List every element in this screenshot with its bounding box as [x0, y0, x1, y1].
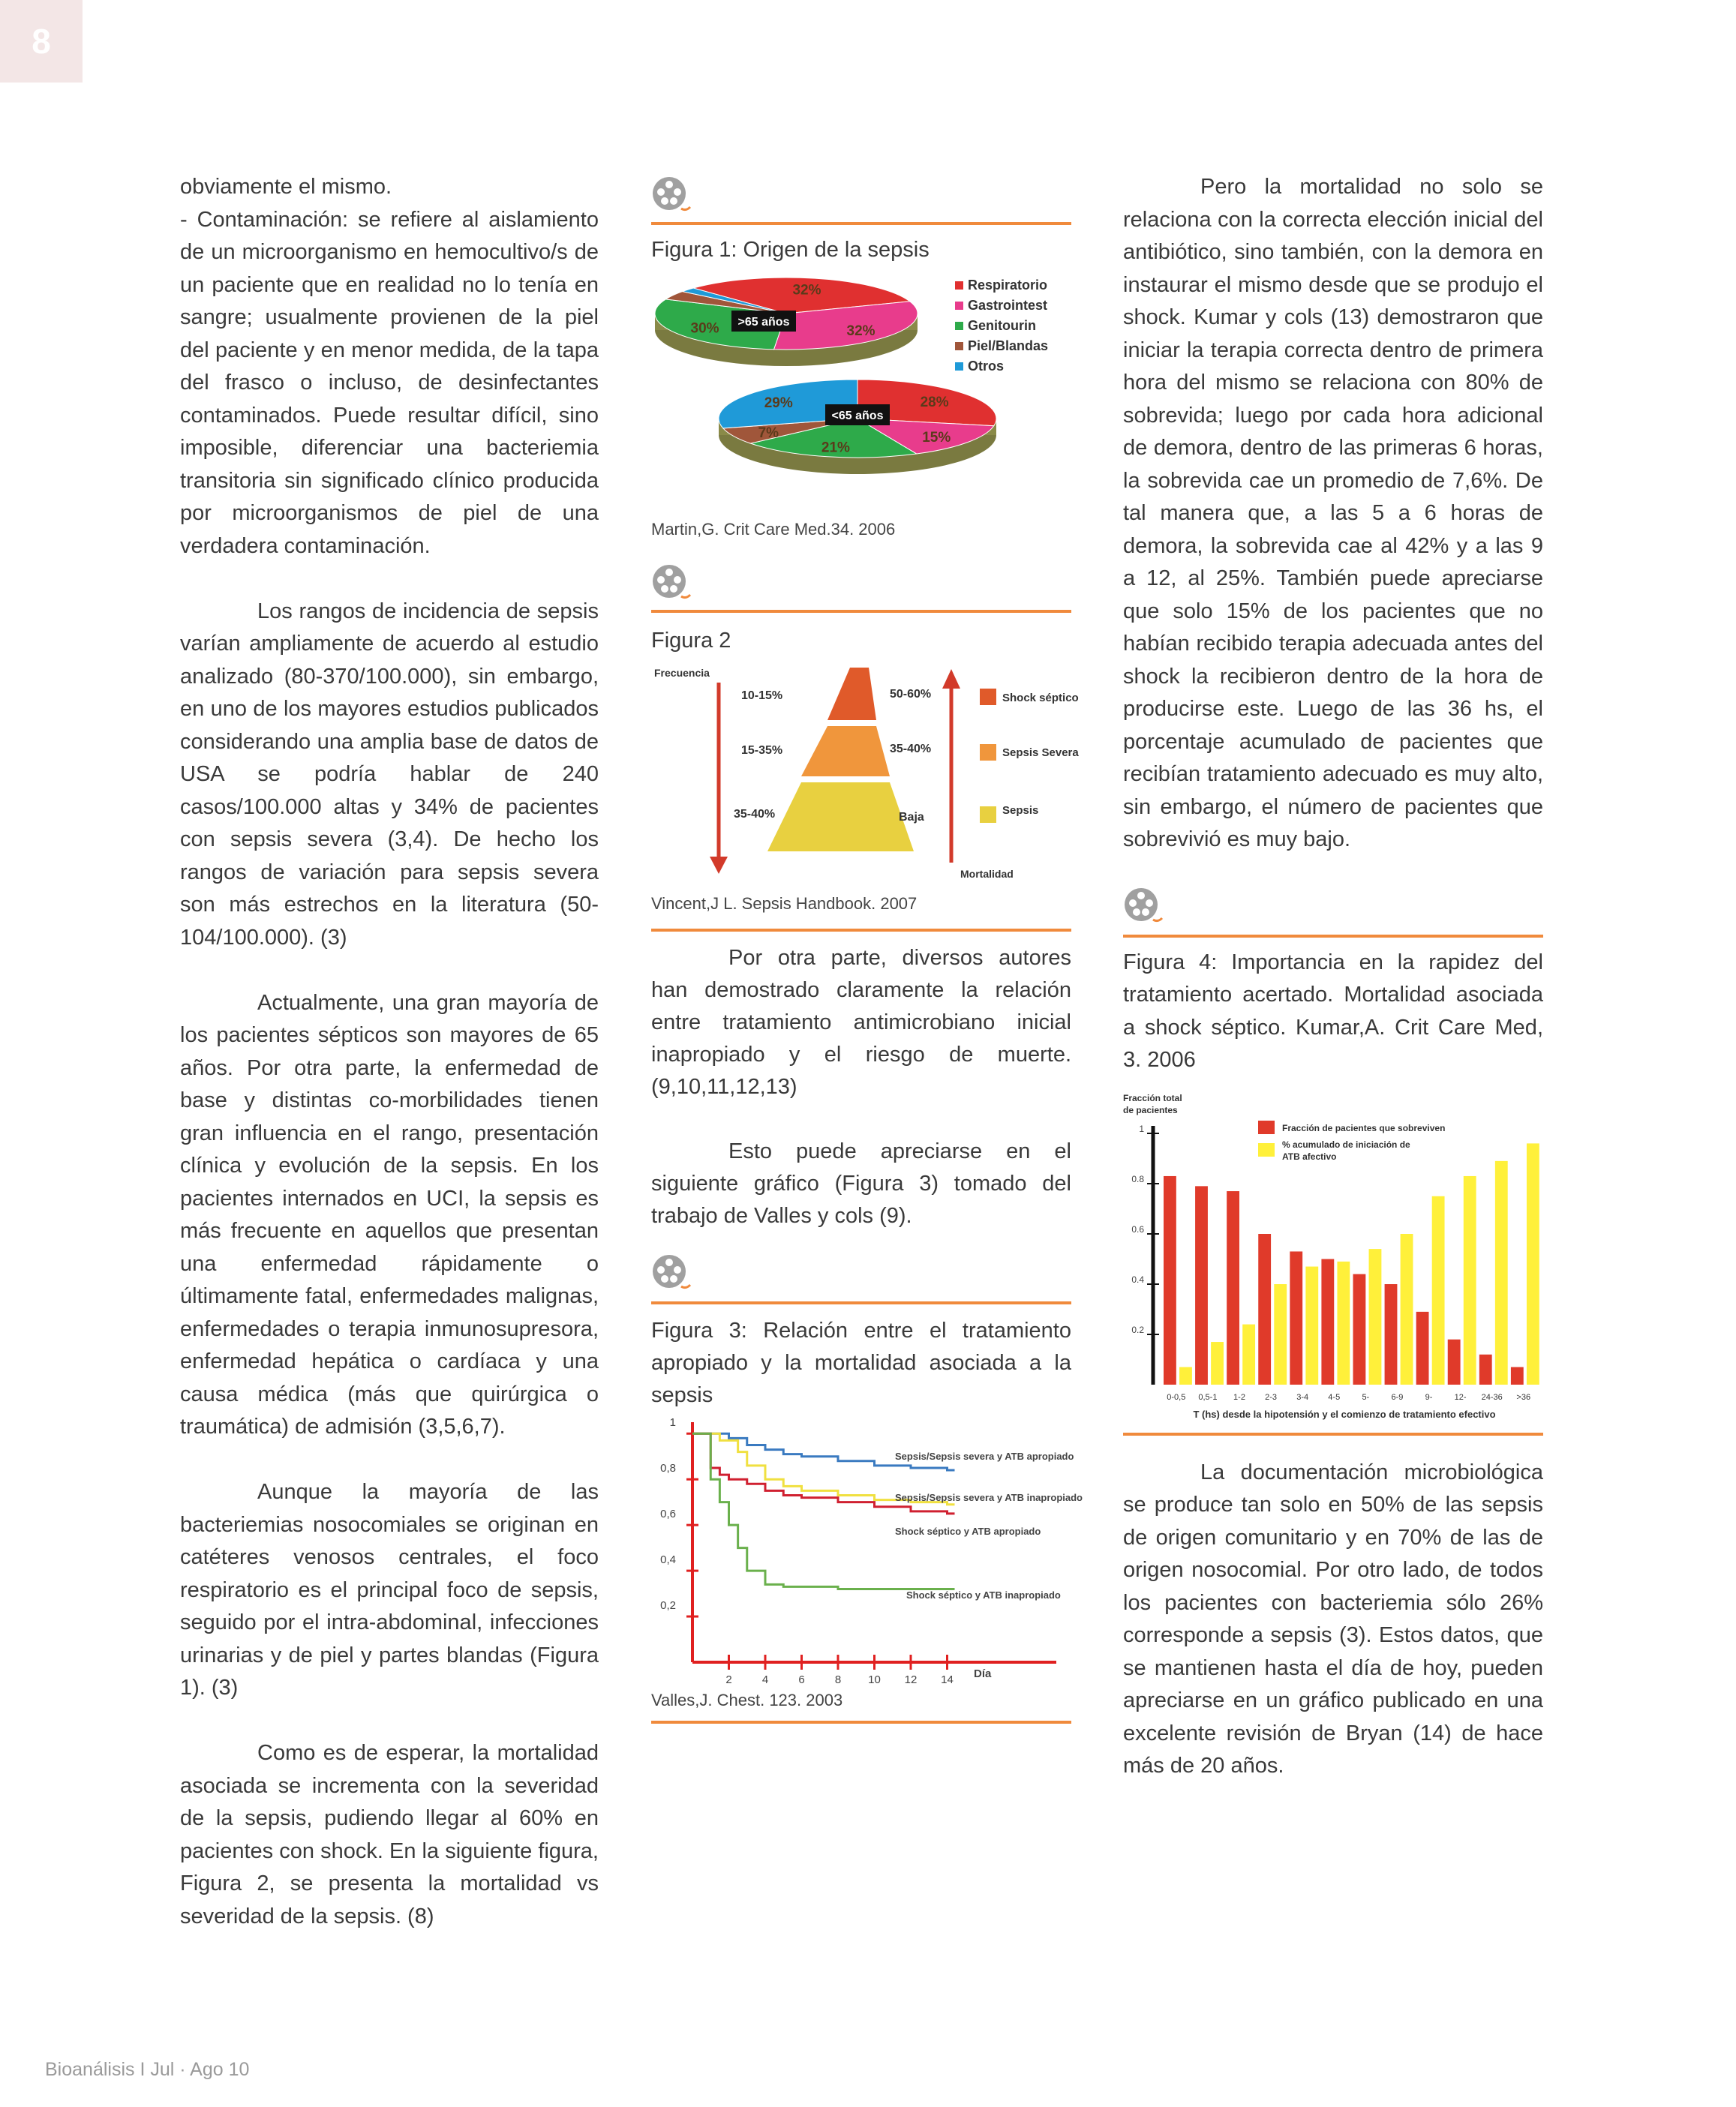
pyramid-frequency-label: 10-15% — [741, 689, 783, 702]
paragraph-incidencia: Los rangos de incidencia de sepsis varían ampliamente de acuerdo al estudio analizado (80-370/100.000), sin embargo, en uno de los mayores estudios publicados considerando una amplia base de datos de USA se podría hablar de 240 casos/100.000 altas y 34% de pacientes con sepsis severa (3,4). De hecho los rangos de variación para sepsis severa son más estrechos en la literatura (50-104/100.000). (3) — [180, 599, 599, 950]
pyramid-frequency-label: 35-40% — [734, 808, 776, 821]
x-axis-label: Día — [974, 1667, 992, 1680]
frequency-arrow-head — [710, 857, 728, 874]
paragraph-continued: obviamente el mismo. — [180, 175, 392, 199]
bar — [1495, 1160, 1508, 1384]
mortality-arrow-head — [942, 669, 960, 689]
film-reel-icon — [1123, 887, 1168, 926]
paragraph-mortalidad: Como es de esperar, la mortalidad asociada se incrementa con la severidad de la sepsis, pudiendo llegar al 60% en pacientes con shock. En la siguiente figura, Figura 2, se presenta la mortalidad vs severidad de la sepsis. (8) — [180, 1741, 599, 1928]
x-tick-label: 10 — [868, 1673, 881, 1686]
pyramid-mortality-label: 35-40% — [890, 743, 932, 755]
pie-slice-label: 32% — [792, 282, 821, 299]
bar — [1401, 1234, 1413, 1385]
x-tick-label: 0-0,5 — [1167, 1392, 1186, 1402]
y-axis-label-line-1: Fracción total — [1123, 1092, 1182, 1103]
bar — [1321, 1259, 1334, 1385]
footer-publication: Bioanálisis I Jul · Ago 10 — [45, 2059, 250, 2080]
pyramid-legend-swatch — [980, 744, 996, 761]
bar — [1179, 1367, 1192, 1384]
bar — [1353, 1274, 1366, 1384]
x-tick-label: 3-4 — [1296, 1392, 1309, 1402]
x-tick-label: >36 — [1516, 1392, 1531, 1402]
paragraph-figura-3-ref: Esto puede apreciarse en el siguiente gráfico (Figura 3) tomado del trabajo de Valles y cols (9). — [651, 1139, 1071, 1228]
figure-2-pyramid — [651, 660, 1079, 880]
legend-swatch — [955, 322, 963, 330]
x-tick-label: 6 — [798, 1673, 805, 1686]
legend-label: Gastrointest — [968, 298, 1048, 313]
series-label: Sepsis/Sepsis severa y ATB apropiado — [895, 1451, 1074, 1462]
figure-4-caption: Figura 4: Importancia en la rapidez del tratamiento acertado. Mortalidad asociada a shock séptico. Kumar,A. Crit Care Med, 3. 2006 — [1123, 950, 1543, 1072]
legend-label-cont: ATB afectivo — [1282, 1151, 1337, 1162]
y-tick-label: 0.6 — [1131, 1223, 1144, 1235]
y-tick-label: 0,2 — [660, 1599, 676, 1613]
page-number: 8 — [0, 0, 83, 83]
x-tick-label: 2-3 — [1265, 1392, 1278, 1402]
bar — [1385, 1284, 1398, 1385]
legend-swatch — [1258, 1143, 1275, 1157]
legend-label: Otros — [968, 359, 1005, 374]
paragraph-mayores-65: Actualmente, una gran mayoría de los pacientes sépticos son mayores de 65 años. Por otra parte, la enfermedad de base y distintas co-morbilidades tienen gran influencia en el rango, presentación clínica y evolución de la sepsis. En los pacientes internados en UCI, la sepsis es más frecuente en aquellos que presentan una enfermedad rápidamente o últimamente fatal, enfermedades malignas, enfermedades o terapia inmunosupresora, enfermedad hepática o cardíaca y una causa médica (más que quirúrgica o traumática) de admisión (3,5,6,7). — [180, 990, 599, 1439]
legend-swatch — [955, 302, 963, 310]
pyramid-legend-swatch — [980, 689, 996, 705]
y-tick-label: 0,8 — [660, 1462, 676, 1475]
pyramid-tier — [767, 782, 914, 851]
x-tick-label: 6-9 — [1391, 1392, 1404, 1402]
x-tick-label: 4-5 — [1328, 1392, 1341, 1402]
bar — [1337, 1261, 1350, 1384]
bar — [1416, 1311, 1429, 1384]
bar — [1432, 1196, 1445, 1384]
x-tick-label: 0,5-1 — [1198, 1392, 1218, 1402]
pie-center-label: <65 años — [831, 410, 884, 422]
pyramid-y-label: Frecuencia — [654, 667, 710, 679]
pie-slice-label: 15% — [922, 429, 951, 446]
figure-rule — [651, 1301, 1071, 1304]
legend-swatch — [1258, 1121, 1275, 1134]
y-tick-label: 0.2 — [1131, 1324, 1144, 1335]
figure-3-source: Valles,J. Chest. 123. 2003 — [651, 1691, 843, 1709]
bar — [1164, 1175, 1176, 1384]
bar — [1527, 1143, 1539, 1385]
pie-slice-label: 21% — [821, 440, 850, 456]
legend-swatch — [955, 281, 963, 290]
bar — [1511, 1367, 1524, 1384]
x-tick-label: 8 — [834, 1673, 842, 1686]
pyramid-mortality-label: 50-60% — [890, 688, 932, 701]
figure-1-pie-chart — [651, 272, 1071, 497]
pie-center-label: >65 años — [737, 316, 790, 329]
bar — [1274, 1284, 1287, 1385]
film-reel-icon — [651, 1253, 696, 1292]
pyramid-x-label: Mortalidad — [960, 868, 1014, 880]
pyramid-legend-label: Shock séptico — [1002, 692, 1079, 704]
series-label: Shock séptico y ATB inapropiado — [906, 1589, 1061, 1601]
figure-3-line-chart — [651, 1415, 1083, 1686]
figure-rule — [1123, 935, 1543, 938]
y-tick-label: 1 — [669, 1416, 676, 1430]
y-tick-label: 0.4 — [1131, 1274, 1144, 1285]
series-label: Sepsis/Sepsis severa y ATB inapropiado — [895, 1492, 1083, 1503]
y-axis-label-line-2: de pacientes — [1123, 1104, 1178, 1115]
x-tick-label: 14 — [941, 1673, 954, 1686]
x-tick-label: 24-36 — [1481, 1392, 1503, 1402]
pyramid-legend-label: Sepsis Severa — [1002, 746, 1079, 759]
bar — [1369, 1249, 1382, 1385]
bar — [1479, 1354, 1492, 1384]
y-tick-label: 1 — [1139, 1123, 1144, 1134]
figure-rule — [651, 610, 1071, 613]
bar — [1242, 1324, 1255, 1384]
legend-label: Fracción de pacientes que sobreviven — [1282, 1122, 1446, 1133]
bar — [1448, 1339, 1461, 1384]
bar — [1195, 1186, 1208, 1385]
figure-1-source: Martin,G. Crit Care Med.34. 2006 — [651, 520, 896, 539]
pie-slice-label: 28% — [920, 395, 949, 411]
bar — [1211, 1342, 1224, 1385]
figure-rule — [651, 929, 1071, 932]
paragraph-contaminacion: - Contaminación: se refiere al aislamiento de un microorganismo en hemocultivo/s de un paciente que en realidad no lo tenía en sangre; usualmente provienen de la piel del paciente y en menor medida, de la tapa del frasco o incluso, de desinfectantes contaminados. Puede resultar difícil, sino imposible, diferenciar una bacteriemia transitoria sin significado clínico producida por microorganismos de piel de una verdadera contaminación. — [180, 207, 599, 558]
legend-label: % acumulado de iniciación de — [1282, 1139, 1410, 1150]
y-tick-label: 0.8 — [1131, 1173, 1144, 1184]
legend-swatch — [955, 342, 963, 350]
pyramid-frequency-label: 15-35% — [741, 744, 783, 757]
pyramid-legend-label: Sepsis — [1002, 804, 1039, 817]
bar — [1227, 1191, 1239, 1385]
x-tick-label: 9- — [1425, 1392, 1433, 1402]
figure-1-caption: Figura 1: Origen de la sepsis — [651, 238, 930, 262]
pie-slice-label: 7% — [758, 425, 779, 441]
y-tick-label: 0,6 — [660, 1508, 676, 1521]
pyramid-tier — [801, 726, 890, 776]
paragraph-documentacion: La documentación microbiológica se produce tan solo en 50% de las sepsis de origen comunitario y en 70% de las de origen nosocomial. Por otro lado, de todos los pacientes con bacteriemia sólo 26% corresponde a sepsis (3). Estos datos, que se mantienen hasta el día de hoy, pueden apreciarse en un gráfico publicado en una excelente revisión de Bryan (14) de hace más de 20 años. — [1123, 1460, 1543, 1778]
pyramid-legend-swatch — [980, 806, 996, 823]
film-reel-icon — [651, 563, 696, 602]
figure-2-caption: Figura 2 — [651, 629, 731, 653]
legend-label: Genitourin — [968, 318, 1036, 333]
figure-rule — [651, 222, 1071, 225]
x-axis-label: T (hs) desde la hipotensión y el comienzo de tratamiento efectivo — [1193, 1408, 1496, 1420]
paragraph-bacteriemias: Aunque la mayoría de las bacteriemias nosocomiales se originan en catéteres venosos centrales, el foco respiratorio es el principal foco de sepsis, seguido por el intra-abdominal, infecciones urinarias y de piel y partes blandas (Figura 1). (3) — [180, 1480, 599, 1700]
x-tick-label: 4 — [761, 1673, 769, 1686]
x-tick-label: 12- — [1454, 1392, 1467, 1402]
pyramid-tier — [827, 668, 876, 720]
x-tick-label: 2 — [725, 1673, 732, 1686]
paragraph-autores: Por otra parte, diversos autores han demostrado claramente la relación entre tratamiento antimicrobiano inicial inapropiado y el riesgo de muerte. (9,10,11,12,13) — [651, 946, 1071, 1099]
pie-slice-label: 32% — [846, 323, 876, 340]
figure-3-caption: Figura 3: Relación entre el tratamiento apropiado y la mortalidad asociada a la sepsis — [651, 1319, 1071, 1407]
figures-column — [651, 171, 1083, 1724]
bar — [1464, 1175, 1476, 1384]
figure-rule — [651, 1721, 1071, 1724]
pyramid-mortality-label: Baja — [899, 811, 924, 824]
series-label: Shock séptico y ATB apropiado — [895, 1526, 1041, 1537]
legend-label: Piel/Blandas — [968, 338, 1049, 353]
y-tick-label: 0,4 — [660, 1553, 676, 1567]
legend-swatch — [955, 362, 963, 371]
x-tick-label: 12 — [904, 1673, 918, 1686]
film-reel-icon — [651, 176, 696, 215]
x-tick-label: 5- — [1362, 1392, 1370, 1402]
text-column-3 — [1123, 171, 1543, 1815]
pie-slice-label: 30% — [690, 320, 719, 337]
pie-slice-label: 29% — [764, 395, 793, 412]
legend-label: Respiratorio — [968, 278, 1048, 293]
figure-4-bar-chart — [1123, 1092, 1543, 1430]
text-column-1 — [180, 171, 599, 1966]
bar — [1258, 1234, 1271, 1385]
paragraph-demora: Pero la mortalidad no solo se relaciona con la correcta elección inicial del antibiótico, sino también, con la demora en instaurar el mismo desde que se produjo el shock. Kumar y cols (13) demostraron que iniciar la terapia correcta dentro de primera hora del mismo se relaciona con 80% de sobrevida; luego por cada hora adicional de demora, dentro de las primeras 6 horas, la sobrevida cae un promedio de 7,6%. De tal manera que, a las 5 a 6 horas de demora, la sobrevida cae al 42% y a las 9 a 12, al 25%. También puede apreciarse que solo 15% de los pacientes que no habían recibido terapia adecuada antes del shock la recibieron dentro de la hora de producirse este. Luego de las 36 hs, el porcentaje acumulado de pacientes que recibían tratamiento adecuado es muy alto, sin embargo, el número de pacientes que sobrevivió es muy bajo. — [1123, 175, 1543, 851]
figure-rule — [1123, 1433, 1543, 1436]
bar — [1290, 1251, 1302, 1385]
bar — [1305, 1266, 1318, 1384]
x-tick-label: 1-2 — [1233, 1392, 1245, 1402]
figure-2-source: Vincent,J L. Sepsis Handbook. 2007 — [651, 894, 918, 913]
